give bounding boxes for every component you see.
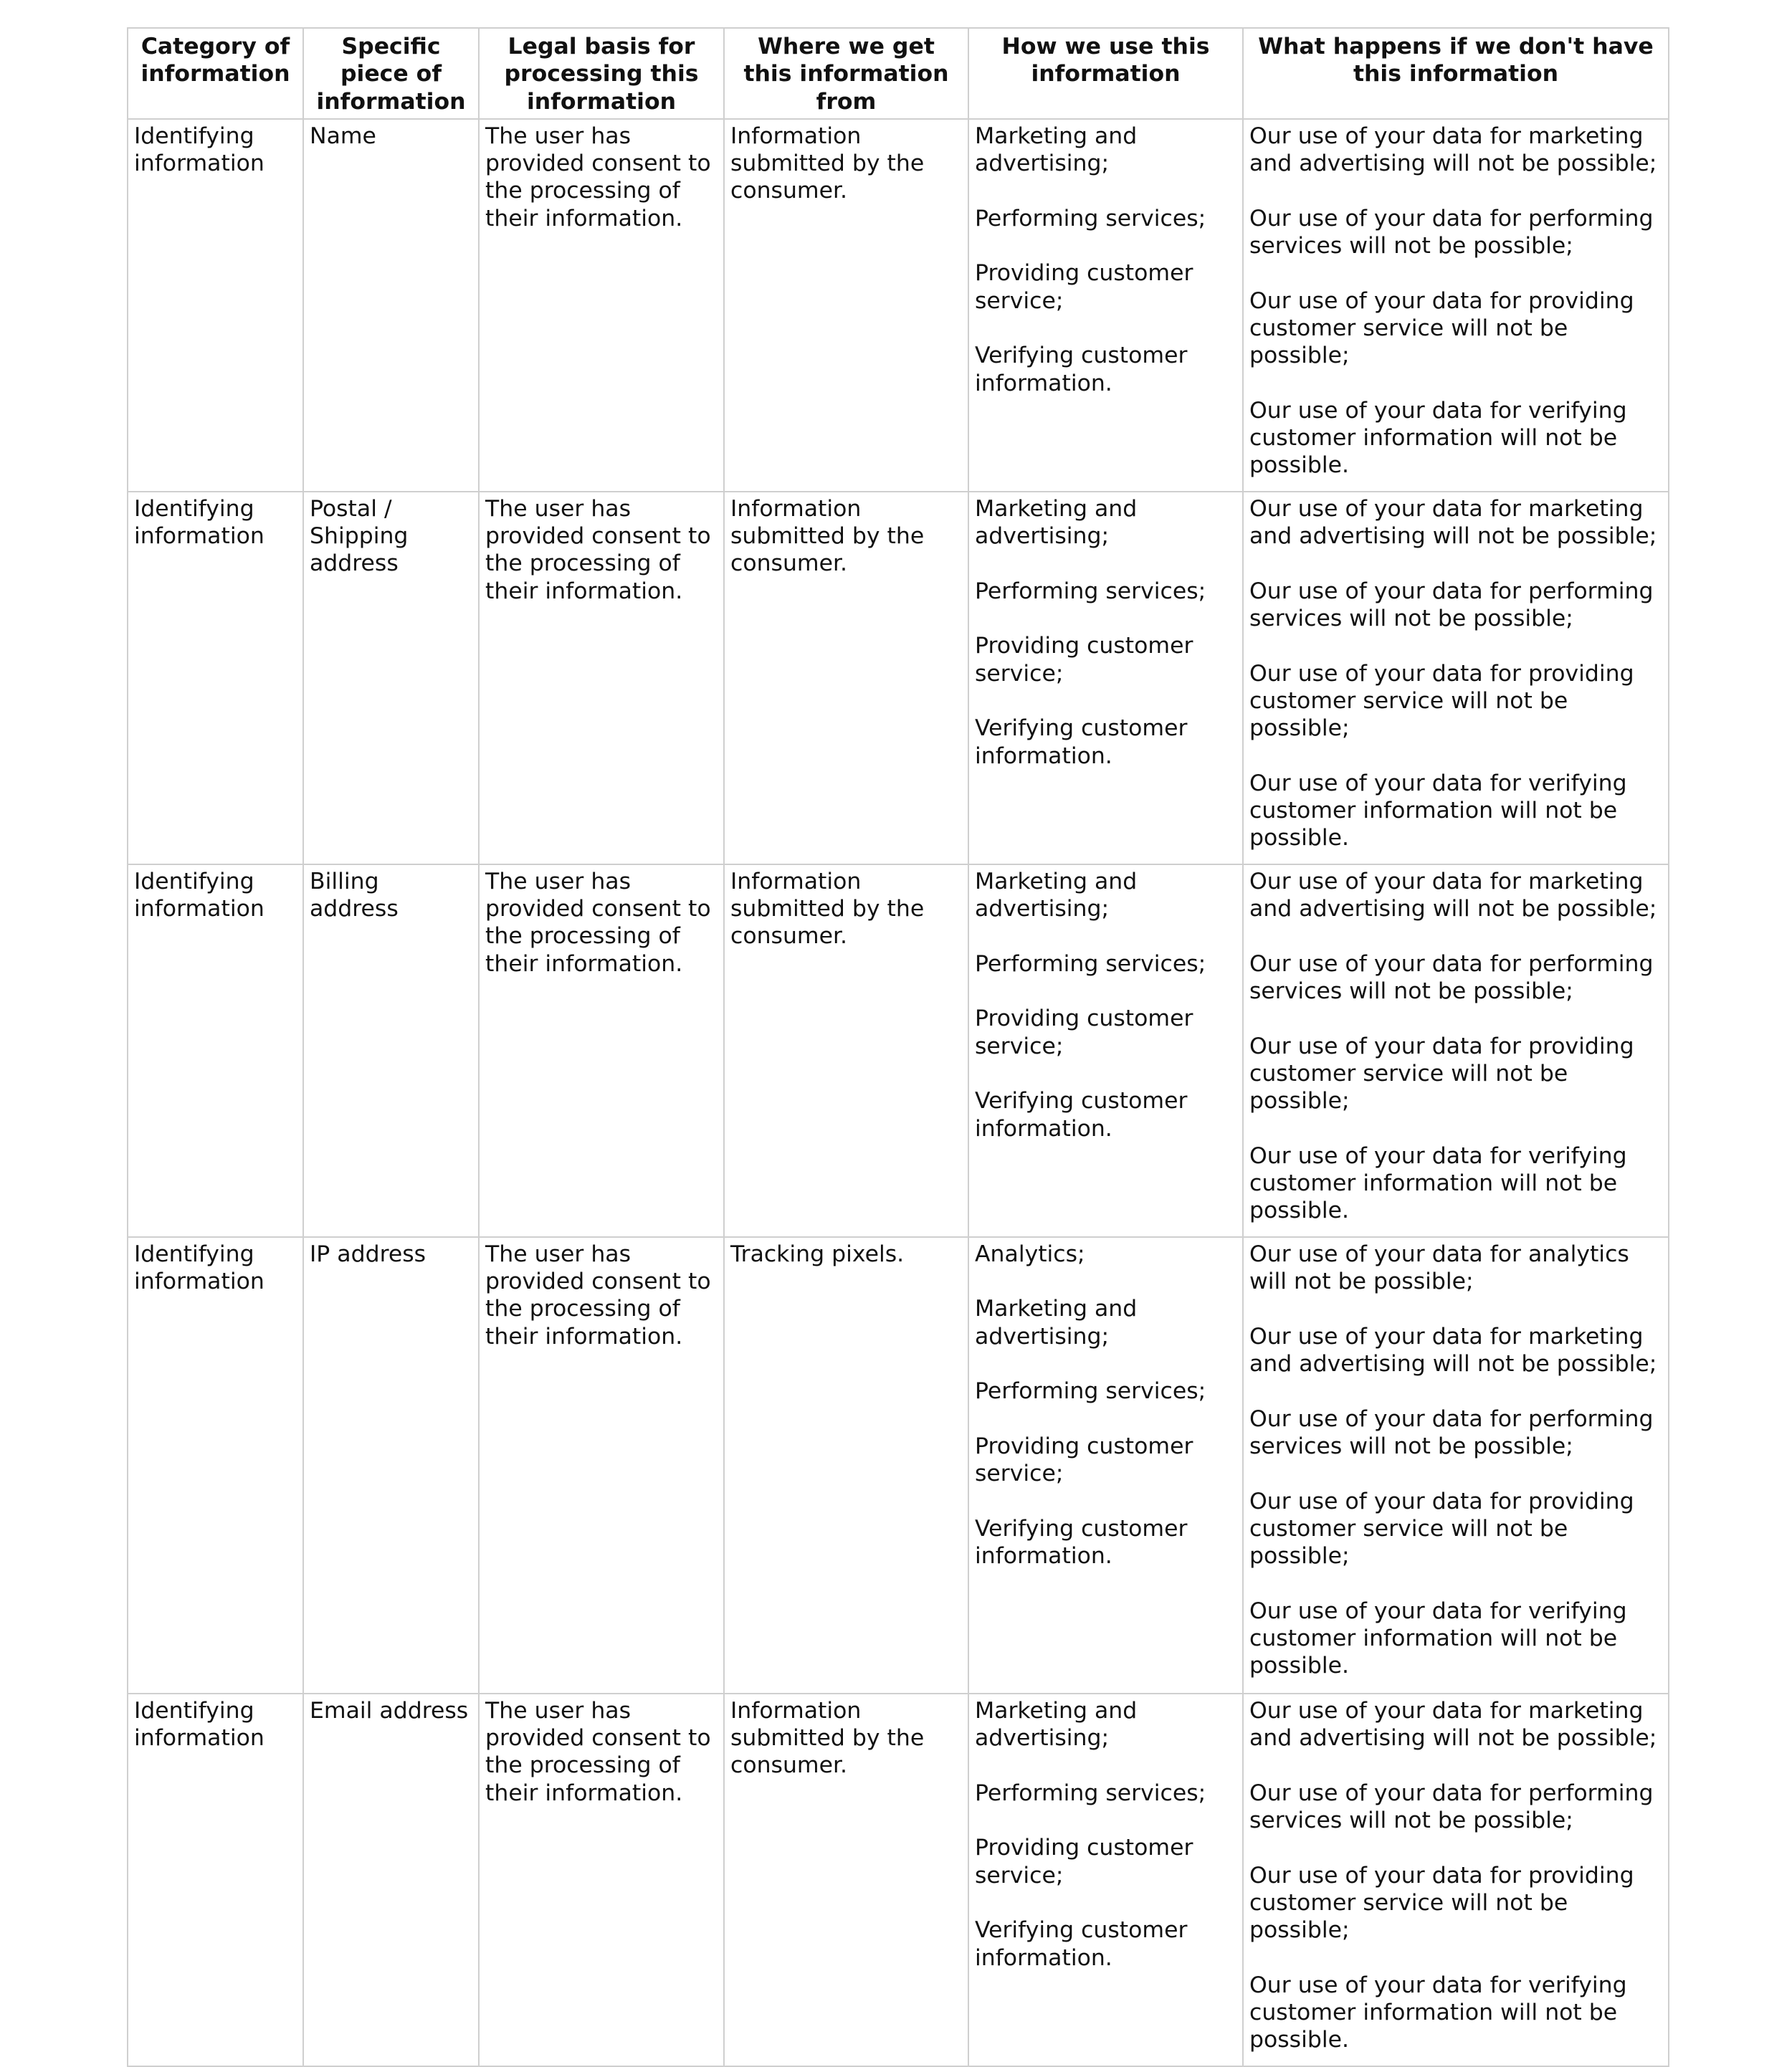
cell-legal-basis: The user has provided consent to the processing of their information. [479, 1694, 724, 2066]
usage-item: Providing customer service; [975, 1835, 1193, 1889]
cell-specific-piece: Billing address [303, 864, 479, 1237]
cell-category: Identifying information [128, 1694, 303, 2066]
usage-item: Performing services; [975, 1780, 1206, 1806]
usage-item: Performing services; [975, 205, 1206, 231]
consequence-item: Our use of your data for verifying customer information will not be possible. [1249, 1142, 1627, 1224]
cell-category: Identifying information [128, 492, 303, 864]
cell-category: Identifying information [128, 864, 303, 1237]
personal-data-table [127, 27, 1669, 2067]
cell-usage [968, 492, 1243, 864]
usage-item: Providing customer service; [975, 1006, 1193, 1059]
cell-usage [968, 119, 1243, 492]
usage-item: Analytics; [975, 1241, 1085, 1267]
cell-consequences [1243, 1694, 1669, 2066]
usage-item: Marketing and advertising; [975, 1296, 1138, 1350]
header-specific-piece: Specific piece of information [303, 28, 479, 119]
consequence-item: Our use of your data for providing customer service will not be possible; [1249, 660, 1634, 742]
consequence-item: Our use of your data for providing customer service will not be possible; [1249, 1862, 1634, 1944]
table-header [128, 28, 1669, 119]
usage-item: Verifying customer information. [975, 1515, 1188, 1570]
cell-usage [968, 1237, 1243, 1694]
usage-item: Verifying customer information. [975, 1917, 1188, 1971]
cell-legal-basis: The user has provided consent to the processing of their information. [479, 119, 724, 492]
header-source: Where we get this information from [724, 28, 968, 119]
consequence-item: Our use of your data for verifying customer information will not be possible. [1249, 397, 1627, 479]
table-body [128, 119, 1669, 2066]
cell-category: Identifying information [128, 119, 303, 492]
table-row [128, 119, 1669, 492]
cell-usage [968, 1694, 1243, 2066]
usage-item: Verifying customer information. [975, 343, 1188, 396]
cell-legal-basis: The user has provided consent to the processing of their information. [479, 492, 724, 864]
table-row [128, 1694, 1669, 2066]
consequence-item: Our use of your data for providing customer service will not be possible; [1249, 1033, 1634, 1114]
usage-item: Providing customer service; [975, 1433, 1193, 1487]
table-row [128, 492, 1669, 864]
consequence-item: Our use of your data for performing services will not be possible; [1249, 1405, 1654, 1459]
header-usage: How we use this information [968, 28, 1243, 119]
consequence-item: Our use of your data for providing customer service will not be possible; [1249, 287, 1634, 369]
usage-item: Marketing and advertising; [975, 1697, 1138, 1752]
cell-specific-piece: Name [303, 119, 479, 492]
header-row [128, 28, 1669, 119]
cell-source: Information submitted by the consumer. [724, 1694, 968, 2066]
usage-item: Performing services; [975, 950, 1206, 977]
usage-item: Providing customer service; [975, 260, 1193, 314]
consequence-item: Our use of your data for marketing and advertising will not be possible; [1249, 1323, 1657, 1378]
cell-specific-piece: IP address [303, 1237, 479, 1694]
usage-item: Marketing and advertising; [975, 495, 1138, 550]
cell-consequences [1243, 492, 1669, 864]
cell-category: Identifying information [128, 1237, 303, 1694]
consequence-item: Our use of your data for marketing and advertising will not be possible; [1249, 123, 1657, 177]
cell-specific-piece: Postal / Shipping address [303, 492, 479, 864]
cell-usage [968, 864, 1243, 1237]
consequence-item: Our use of your data for marketing and advertising will not be possible; [1249, 495, 1657, 550]
cell-source: Tracking pixels. [724, 1237, 968, 1694]
cell-consequences [1243, 864, 1669, 1237]
consequence-item: Our use of your data for verifying customer information will not be possible. [1249, 1972, 1627, 2053]
cell-source: Information submitted by the consumer. [724, 864, 968, 1237]
header-consequences: What happens if we don't have this information [1243, 28, 1669, 119]
usage-item: Marketing and advertising; [975, 868, 1138, 922]
consequence-item: Our use of your data for providing customer service will not be possible; [1249, 1488, 1634, 1570]
header-category: Category of information [128, 28, 303, 119]
table-row [128, 864, 1669, 1237]
cell-legal-basis: The user has provided consent to the processing of their information. [479, 1237, 724, 1694]
usage-item: Performing services; [975, 578, 1206, 604]
consequence-item: Our use of your data for performing services will not be possible; [1249, 1780, 1654, 1834]
consequence-item: Our use of your data for analytics will not be possible; [1249, 1241, 1629, 1295]
cell-consequences [1243, 1237, 1669, 1694]
cell-source: Information submitted by the consumer. [724, 492, 968, 864]
cell-specific-piece: Email address [303, 1694, 479, 2066]
consequence-item: Our use of your data for verifying customer information will not be possible. [1249, 1598, 1627, 1679]
cell-source: Information submitted by the consumer. [724, 119, 968, 492]
consequence-item: Our use of your data for performing services will not be possible; [1249, 578, 1654, 632]
cell-consequences [1243, 119, 1669, 492]
consequence-item: Our use of your data for verifying customer information will not be possible. [1249, 770, 1627, 851]
consequence-item: Our use of your data for marketing and advertising will not be possible; [1249, 1697, 1657, 1752]
usage-item: Marketing and advertising; [975, 123, 1138, 177]
cell-legal-basis: The user has provided consent to the processing of their information. [479, 864, 724, 1237]
consequence-item: Our use of your data for marketing and advertising will not be possible; [1249, 868, 1657, 922]
usage-item: Performing services; [975, 1378, 1206, 1405]
usage-item: Providing customer service; [975, 633, 1193, 687]
table-row [128, 1237, 1669, 1694]
usage-item: Verifying customer information. [975, 715, 1188, 769]
consequence-item: Our use of your data for performing services will not be possible; [1249, 205, 1654, 259]
usage-item: Verifying customer information. [975, 1088, 1188, 1142]
consequence-item: Our use of your data for performing services will not be possible; [1249, 950, 1654, 1005]
header-legal-basis: Legal basis for processing this information [479, 28, 724, 119]
